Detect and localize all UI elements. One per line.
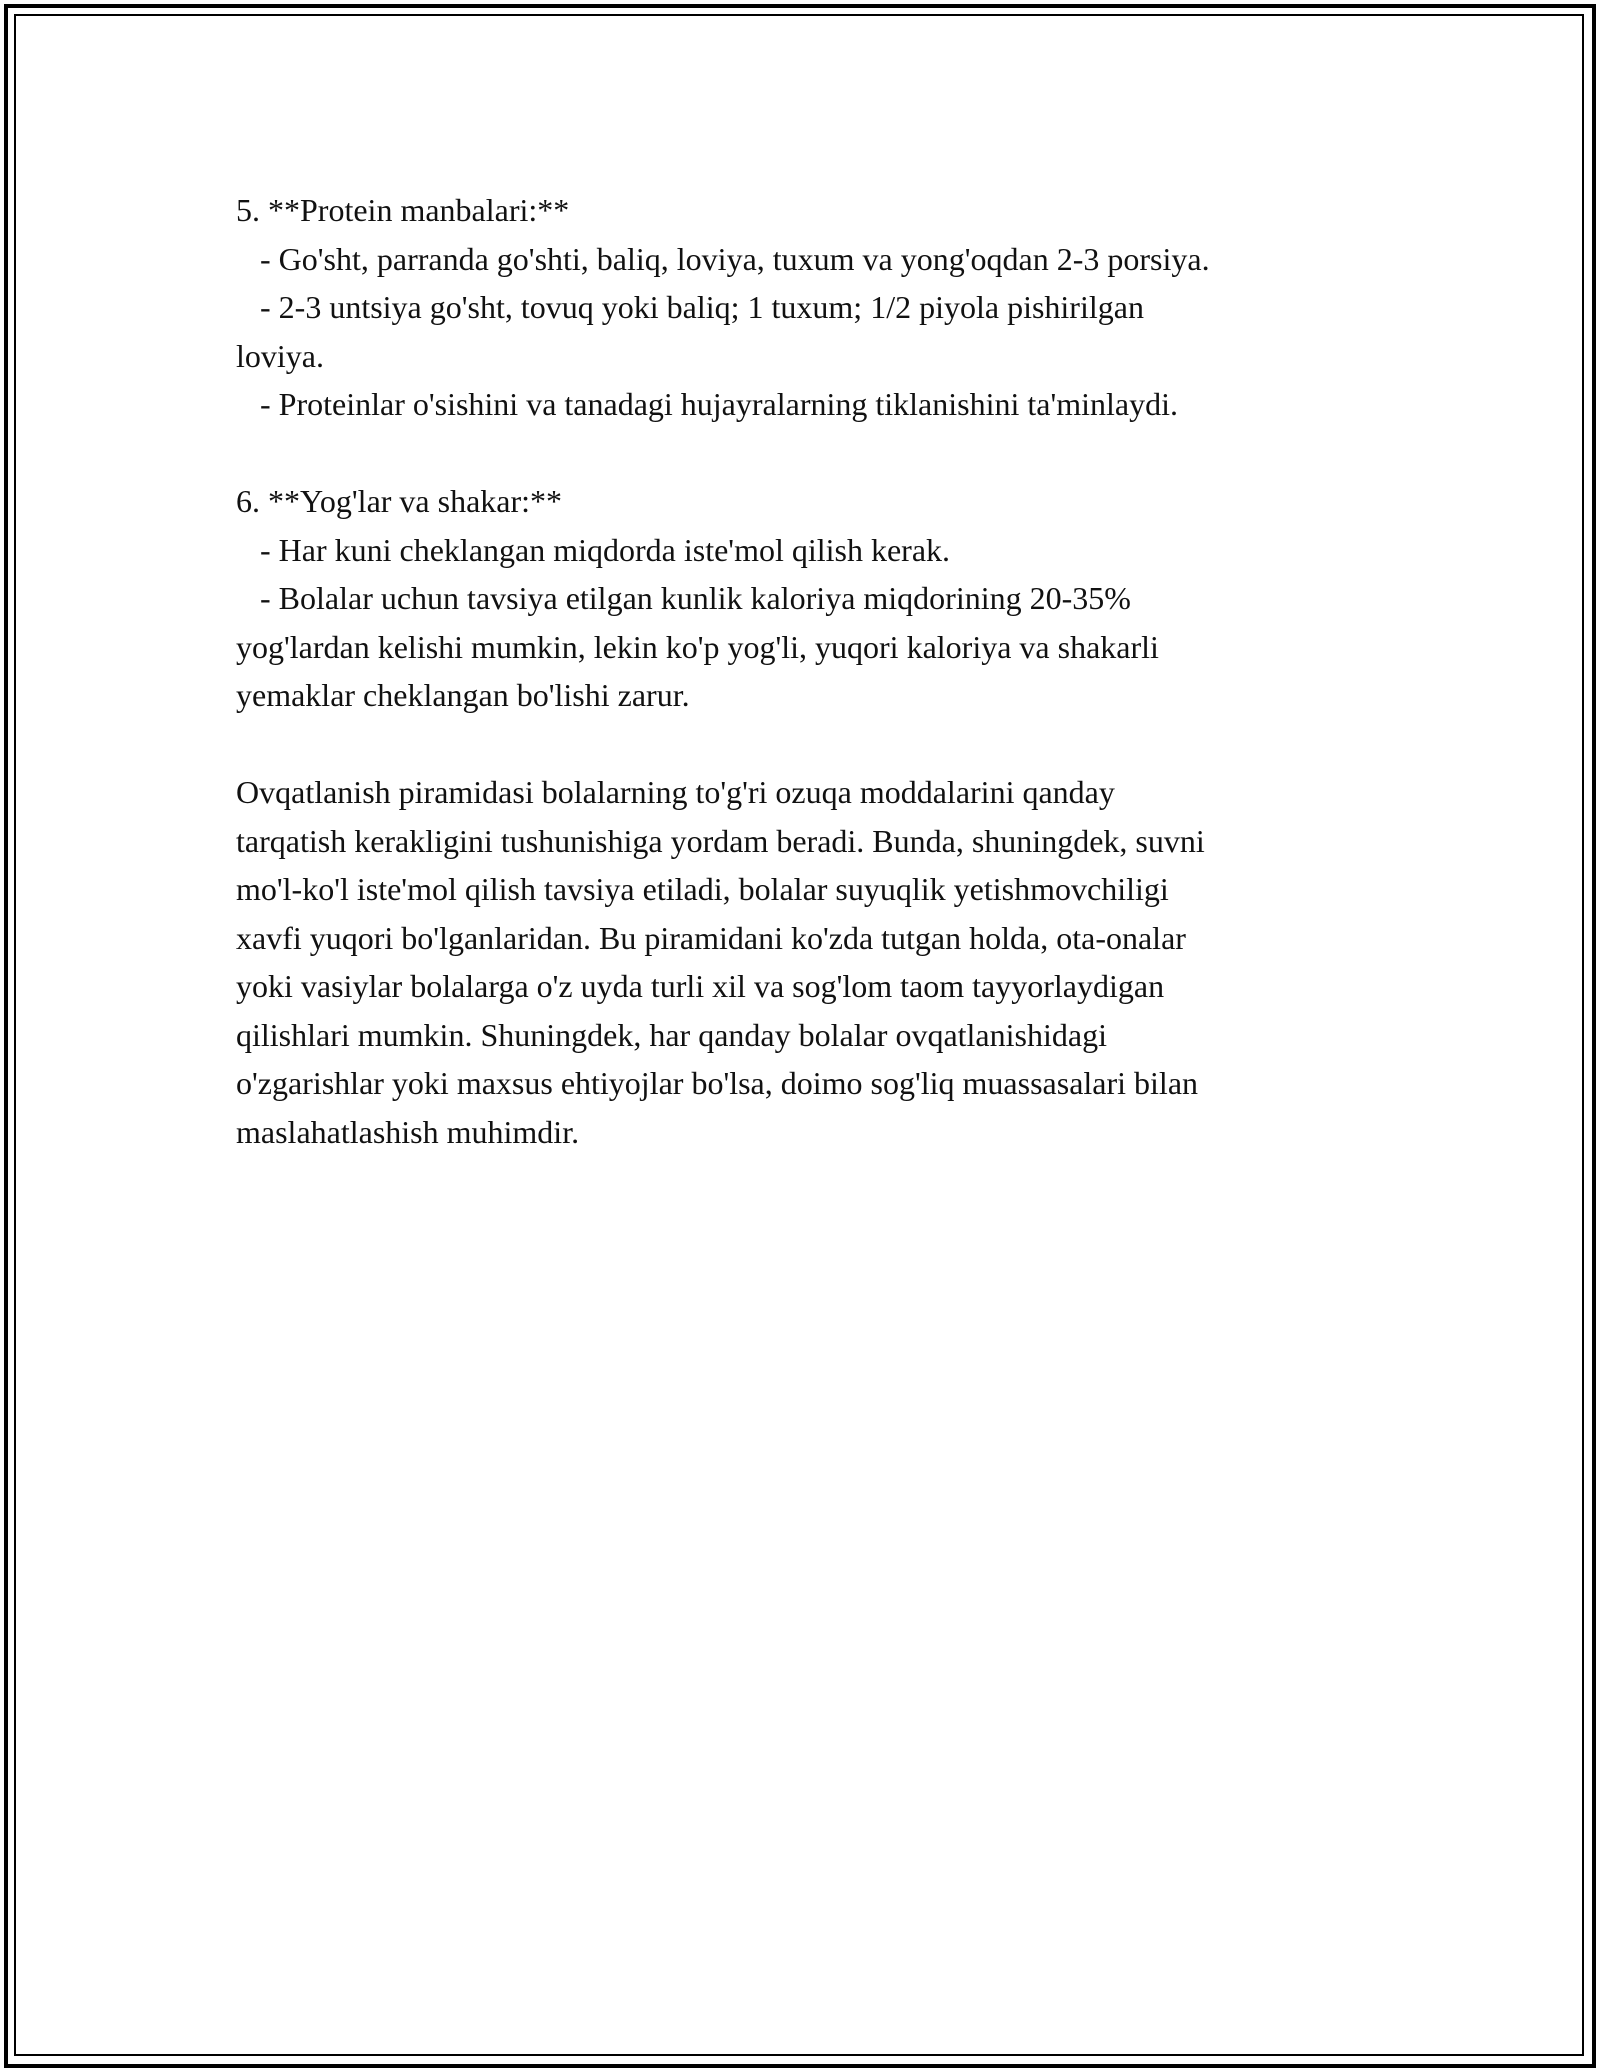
document-body [236,186,1366,1156]
list-item: - Bolalar uchun tavsiya etilgan kunlik kaloriya miqdorining 20-35% [236,580,1131,616]
section-protein-sources [236,186,1366,429]
paragraph-line: o'zgarishlar yoki maxsus ehtiyojlar bo'lsa, doimo sog'liq muassasalari bilan [236,1065,1199,1101]
section-fats-and-sugar [236,477,1366,720]
paragraph-line: xavfi yuqori bo'lganlaridan. Bu piramidani ko'zda tutgan holda, ota-onalar [236,919,1186,956]
list-item-continuation: yemaklar cheklangan bo'lishi zarur. [236,677,690,713]
list-item: - 2-3 untsiya go'sht, tovuq yoki baliq; 1 tuxum; 1/2 piyola pishirilgan [236,289,1144,325]
paragraph-line: mo'l-ko'l iste'mol qilish tavsiya etiladi, bolalar suyuqlik yetishmovchiligi [236,871,1169,907]
section-heading: 5. **Protein manbalari:** [236,192,570,228]
list-item: - Go'sht, parranda go'shti, baliq, loviya, tuxum va yong'oqdan 2-3 porsiya. [236,240,1210,277]
paragraph-line: qilishlari mumkin. Shuningdek, har qanday bolalar ovqatlanishidagi [236,1016,1107,1053]
paragraph-spacer [236,429,1366,478]
paragraph-spacer [236,720,1366,769]
list-item-continuation: yog'lardan kelishi mumkin, lekin ko'p yog'li, yuqori kaloriya va shakarli [236,628,1159,665]
paragraph-line: Ovqatlanish piramidasi bolalarning to'g'ri ozuqa moddalarini qanday [236,774,1115,810]
conclusion-paragraph [236,768,1366,1156]
list-item-continuation: loviya. [236,337,324,374]
paragraph-line: yoki vasiylar bolalarga o'z uyda turli xil va sog'lom taom tayyorlaydigan [236,968,1165,1004]
paragraph-line: tarqatish kerakligini tushunishiga yordam beradi. Bunda, shuningdek, suvni [236,822,1205,859]
list-item: - Har kuni cheklangan miqdorda iste'mol qilish kerak. [236,531,951,568]
paragraph-line: maslahatlashish muhimdir. [236,1113,580,1150]
list-item: - Proteinlar o'sishini va tanadagi hujayralarning tiklanishini ta'minlaydi. [236,386,1178,422]
section-heading: 6. **Yog'lar va shakar:** [236,483,563,519]
